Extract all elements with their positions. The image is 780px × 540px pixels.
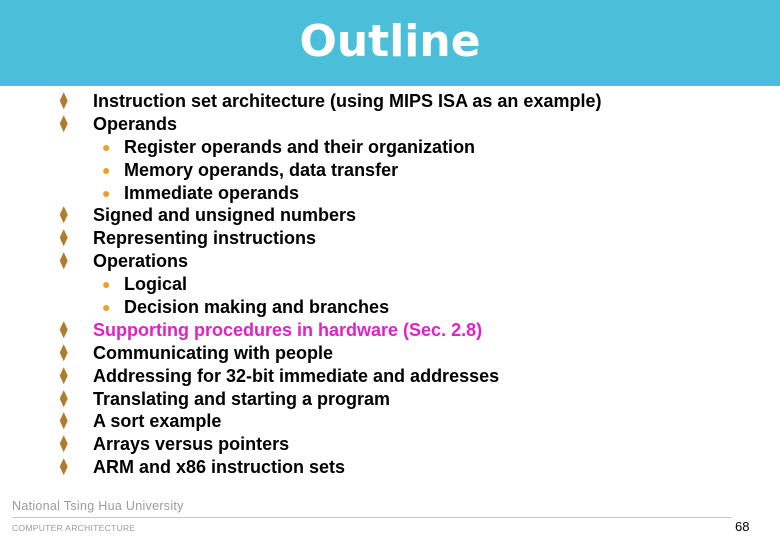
footer-university: National Tsing Hua University	[12, 499, 184, 513]
list-item: ⧫ Arrays versus pointers	[60, 434, 290, 455]
diamond-bullet-icon: ⧫	[60, 435, 68, 453]
slide-title: Outline	[299, 16, 481, 67]
diamond-bullet-icon: ⧫	[60, 229, 68, 247]
list-item: ⧫ Communicating with people	[60, 342, 334, 363]
diamond-bullet-icon: ⧫	[60, 366, 68, 384]
diamond-bullet-icon: ⧫	[60, 343, 68, 361]
diamond-bullet-icon: ⧫	[60, 389, 68, 407]
circle-bullet-icon: ●	[102, 161, 111, 178]
circle-bullet-icon: ●	[102, 184, 111, 201]
sub-list-item: ● Decision making and branches	[102, 297, 390, 318]
outline-list	[0, 90, 601, 479]
list-item-highlighted: ⧫ Supporting procedures in hardware (Sec. 2.8)	[60, 319, 483, 340]
list-item: ⧫ Operations	[60, 251, 189, 272]
list-item: ⧫ A sort example	[60, 411, 222, 432]
circle-bullet-icon: ●	[102, 299, 111, 316]
list-item: ⧫ Operands	[60, 113, 178, 134]
list-item: ⧫ Translating and starting a program	[60, 388, 391, 409]
diamond-bullet-icon: ⧫	[60, 412, 68, 430]
list-item: ⧫ Representing instructions	[60, 228, 317, 249]
circle-bullet-icon: ●	[102, 276, 111, 293]
title-bar	[0, 0, 780, 86]
list-item: ⧫ Signed and unsigned numbers	[60, 205, 357, 226]
list-item: ⧫ Instruction set architecture (using MIPS ISA as an example)	[60, 91, 602, 111]
list-item: ⧫ Addressing for 32-bit immediate and addresses	[60, 365, 500, 386]
sub-list-item: ● Immediate operands	[102, 182, 300, 203]
sub-list-item: ● Logical	[102, 274, 188, 295]
sub-list-item: ● Register operands and their organization	[102, 136, 476, 157]
page-number: 68	[735, 519, 750, 534]
diamond-bullet-icon: ⧫	[60, 114, 68, 132]
diamond-bullet-icon: ⧫	[60, 206, 68, 224]
diamond-bullet-icon: ⧫	[60, 320, 68, 338]
sub-list-item: ● Memory operands, data transfer	[102, 159, 399, 180]
diamond-bullet-icon: ⧫	[60, 92, 68, 109]
footer-department: COMPUTER ARCHITECTURE	[12, 523, 136, 533]
diamond-bullet-icon: ⧫	[60, 458, 68, 476]
circle-bullet-icon: ●	[102, 138, 111, 155]
list-item: ⧫ ARM and x86 instruction sets	[60, 457, 346, 478]
diamond-bullet-icon: ⧫	[60, 252, 68, 270]
footer-divider	[12, 517, 732, 518]
